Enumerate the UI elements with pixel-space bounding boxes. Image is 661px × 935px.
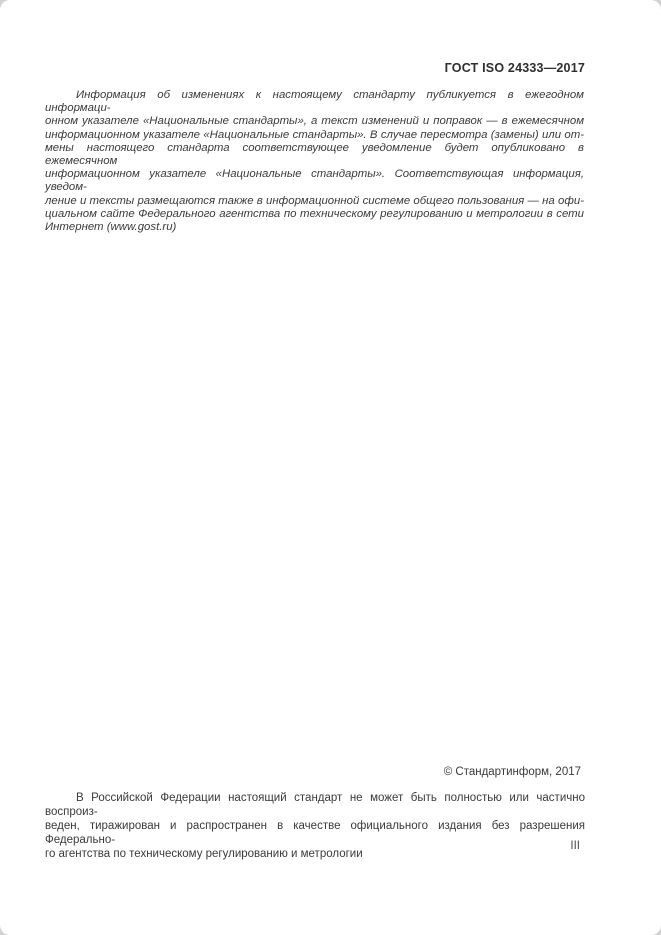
- paragraph-line: циальном сайте Федерального агентства по техническому регулированию и метрологии в сети: [45, 207, 584, 220]
- paragraph-line: Интернет (www.gost.ru): [45, 221, 177, 234]
- paragraph-line: мены настоящего стандарта соответствующее уведомление будет опубликовано в ежемесячном: [45, 141, 584, 168]
- paragraph-line: информационном указателе «Национальные стандарты». Соответствующая информация, уведом-: [45, 168, 584, 194]
- page-number: III: [570, 840, 580, 852]
- copyright-notice: © Стандартинформ, 2017: [443, 766, 581, 778]
- paragraph-line: веден, тиражирован и распространен в качестве официального издания без разрешения Федерально-: [45, 820, 585, 846]
- paragraph-line: ление и тексты размещаются также в информационной системе общего пользования — на офи-: [45, 194, 584, 207]
- paragraph-line: информационном указателе «Национальные стандарты». В случае пересмотра (замены) или от-: [45, 128, 584, 141]
- paragraph-line: го агентства по техническому регулированию и метрологии: [45, 848, 363, 860]
- paragraph-line: онном указателе «Национальные стандарты», а текст изменений и поправок — в ежемесячном: [45, 115, 584, 128]
- paragraph-line: В Российской Федерации настоящий стандарт не может быть полностью или частично воспроиз-: [45, 792, 585, 818]
- standard-designation-header: ГОСТ ISO 24333—2017: [444, 61, 585, 75]
- paragraph-line: Информация об изменениях к настоящему стандарту публикуется в ежегодном информаци-: [45, 89, 584, 115]
- amendments-info-paragraph: [45, 89, 584, 234]
